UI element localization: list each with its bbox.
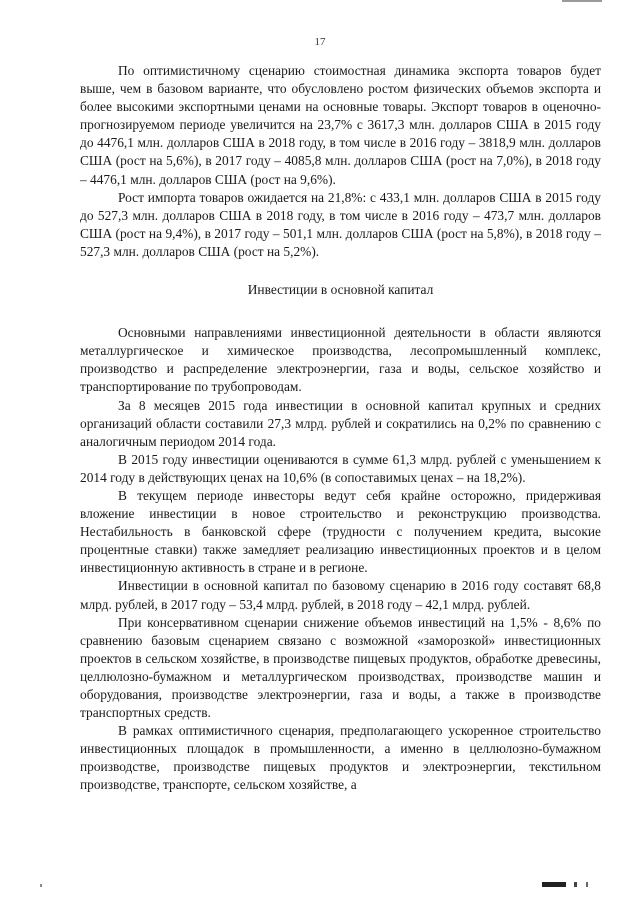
section-heading: Инвестиции в основной капитал [247,282,434,298]
paragraph-import-growth: Рост импорта товаров ожидается на 21,8%: с 433,1 млн. долларов США в 2015 году до 527,3 млн. долларов США в 2018 году, в том числе в 2016 году – 473,7 млн. долларов США (рост на 9,4%), в 2017 году – 501,1 млн. долларов США (рост на 5,8%), в 2018 году – 527,3 млн. долларов США (рост на 5,2%). [80,189,601,259]
page-number: 17 [314,36,326,48]
paragraph-optimistic-scenario: В рамках оптимистичного сценария, предполагающего ускоренное строительство инвестиционных площадок в промышленности, а именно в целлюлозно-бумажном производстве, производстве пищевых продуктов и электроэнергии, текстильном производстве, транспорте, сельском хозяйстве, а [80,723,601,793]
paragraph-investment-2015: В 2015 году инвестиции оцениваются в сумме 61,3 млрд. рублей с уменьшением к 2014 году в действующих ценах на 10,6% (в сопоставимых ценах – на 18,2%). [80,451,601,485]
paragraph-base-scenario: Инвестиции в основной капитал по базовому сценарию в 2016 году составят 68,8 млрд. рублей, в 2017 году – 53,4 млрд. рублей, в 2018 году – 42,1 млрд. рублей. [80,578,601,612]
scan-artifact-top [562,0,602,2]
scan-artifact-left [40,884,42,887]
document-body [80,62,601,795]
paragraph-investor-caution: В текущем периоде инвесторы ведут себя крайне осторожно, придерживая вложение инвестиции в новое строительство и реконструкцию производства. Нестабильность в банковской сфере (трудности с получением кредита, высокие процентные ставки) также замедляет реализацию инвестиционных проектов и в целом инвестиционную активность в стране и в регионе. [80,487,601,576]
paragraph-investment-8-months: За 8 месяцев 2015 года инвестиции в основной капитал крупных и средних организаций области составили 27,3 млрд. рублей и сократились на 0,2% по сравнению с аналогичным периодом 2014 года. [80,397,601,449]
paragraph-export-optimistic: По оптимистичному сценарию стоимостная динамика экспорта товаров будет выше, чем в базовом варианте, что обусловлено ростом физических объемов экспорта и более высокими экспортными ценами на основные товары. Экспорт товаров в оценочно-прогнозируемом периоде увеличится на 23,7% с 3617,3 млн. долларов США в 2015 году до 4476,1 млн. долларов США в 2018 году, в том числе в 2016 году – 3818,9 млн. долларов США (рост на 5,6%), в 2017 году – 4085,8 млн. долларов США (рост на 7,0%), в 2018 году – 4476,1 млн. долларов США (рост на 9,6%). [80,63,601,187]
paragraph-conservative-scenario: При консервативном сценарии снижение объемов инвестиций на 1,5% - 8,6% по сравнению базовым сценарием связано с возможной «заморозкой» инвестиционных проектов в сельском хозяйстве, в производстве пищевых продуктов, обработке древесины, целлюлозно-бумажном и металлургическом производствах, производстве машин и оборудования, производстве электроэнергии, газа и воды, а также в производстве транспортных средств. [80,614,601,721]
scan-artifact-bottom [542,882,600,887]
paragraph-investment-directions: Основными направлениями инвестиционной деятельности в области являются металлургическое и химическое производства, лесопромышленный комплекс, производство и распределение электроэнергии, газа и воды, сельское хозяйство и транспортирование по трубопроводам. [80,325,601,395]
